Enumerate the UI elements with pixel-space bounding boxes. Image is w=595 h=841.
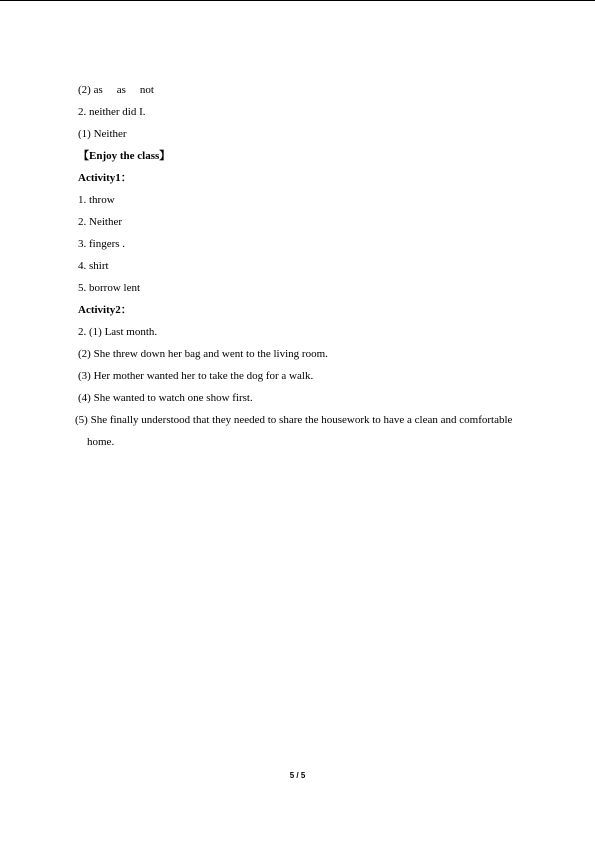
answer-line: 2. (1) Last month. xyxy=(78,326,158,338)
answer-line-as-as-not xyxy=(78,79,558,101)
answer-text: (2) as xyxy=(78,84,103,96)
page-number: 5 / 5 xyxy=(289,771,306,780)
answer-content xyxy=(75,79,558,453)
answer-line: (3) Her mother wanted her to take the dog for a walk. xyxy=(78,370,314,382)
answer-line: 2. neither did I. xyxy=(78,106,146,118)
answer-line: 4. shirt xyxy=(78,260,109,272)
section-heading-enjoy-the-class: 【Enjoy the class】 xyxy=(78,150,171,162)
answer-line: 5. borrow lent xyxy=(78,282,141,294)
top-rule xyxy=(0,0,595,1)
section-heading-activity2: Activity2： xyxy=(78,304,132,316)
answer-text: (5) She finally understood that they needed to share the housework to have a clean and comfortable xyxy=(75,414,513,426)
answer-text: as xyxy=(116,84,126,96)
answer-line: 2. Neither xyxy=(78,216,122,228)
answer-line: (1) Neither xyxy=(78,128,127,140)
answer-paragraph xyxy=(75,409,555,453)
section-heading-activity1: Activity1： xyxy=(78,172,132,184)
answer-text: not xyxy=(139,84,154,96)
answer-line: (4) She wanted to watch one show first. xyxy=(78,392,253,404)
answer-line: (2) She threw down her bag and went to the living room. xyxy=(78,348,328,360)
answer-line: 1. throw xyxy=(78,194,115,206)
answer-text-continued: home. xyxy=(87,436,115,448)
answer-line: 3. fingers . xyxy=(78,238,126,250)
